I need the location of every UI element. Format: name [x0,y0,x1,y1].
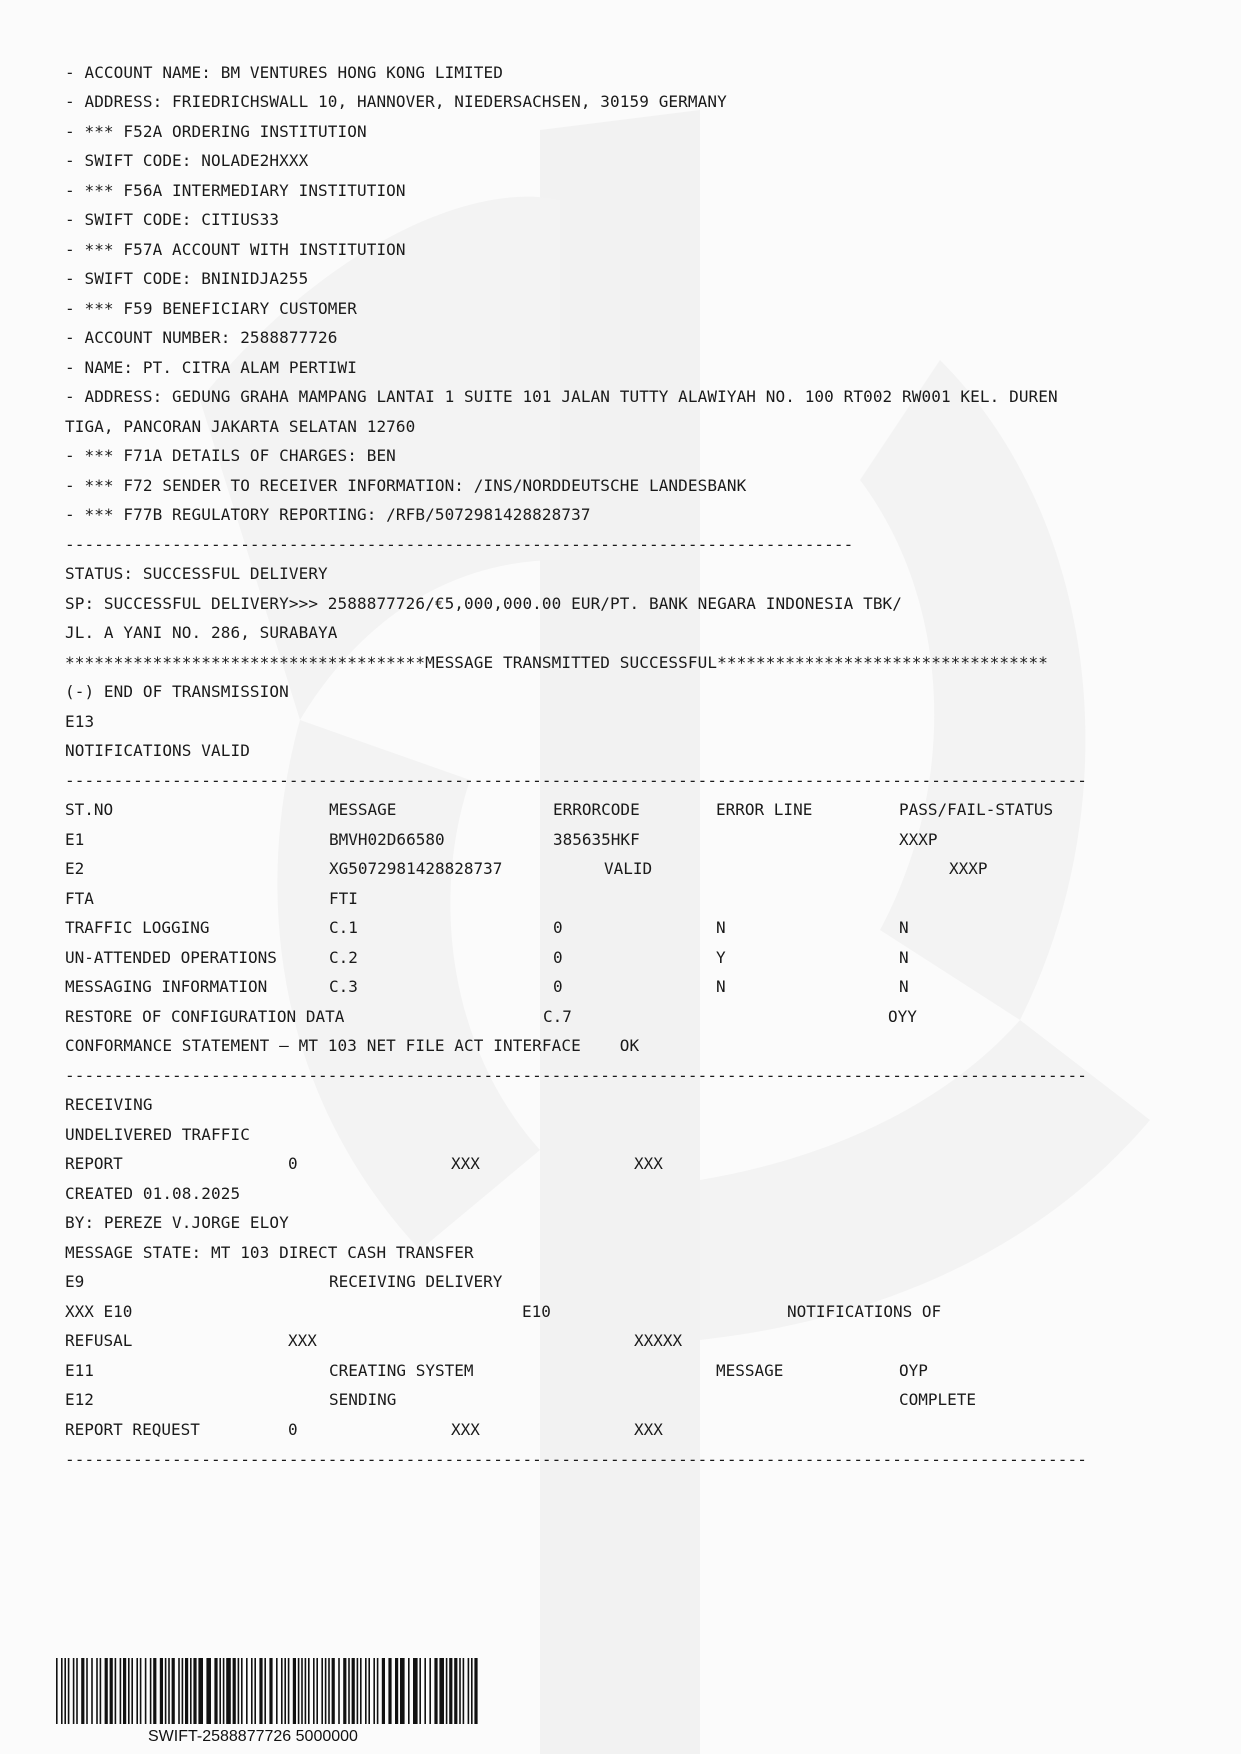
barcode-bar [131,1658,133,1724]
receiving-title: RECEIVING [65,1095,153,1114]
beneficiary-customer: - *** F59 BENEFICIARY CUSTOMER [65,299,357,318]
barcode-bar [459,1658,461,1724]
refusal-c1: XXX [288,1331,317,1350]
barcode-bar [328,1658,330,1724]
barcode-bar [110,1658,113,1724]
barcode-bar [123,1658,126,1724]
barcode-bar [429,1658,431,1724]
col-pass-fail: PASS/FAIL-STATUS [899,800,1054,819]
barcode-bar [316,1658,318,1724]
e9-label: E9 [65,1272,85,1291]
intermediary-institution: - *** F56A INTERMEDIARY INSTITUTION [65,181,406,200]
barcode-bar [400,1658,405,1724]
account-with-institution: - *** F57A ACCOUNT WITH INSTITUTION [65,240,406,259]
account-name-line: - ACCOUNT NAME: BM VENTURES HONG KONG LIMITED [65,63,503,82]
barcode-bar [338,1658,340,1724]
cell: XXXP [949,859,988,878]
barcode-bar [343,1658,346,1724]
barcode-bar [368,1658,370,1724]
barcode-bar [246,1658,248,1724]
e9-text: RECEIVING DELIVERY [329,1272,503,1291]
barcode-bar [226,1658,231,1724]
barcode-bar [178,1658,180,1724]
transmitted-banner: *************************************MESSAGE TRANSMITTED SUCCESSFUL********************************** [65,653,1049,672]
cell: N [716,977,726,996]
barcode-bar [298,1658,300,1724]
report-request-c2: XXX [451,1420,480,1439]
barcode-bar [238,1658,240,1724]
barcode-bar [332,1658,335,1724]
cell: E2 [65,859,85,878]
barcode-bar [408,1658,410,1724]
barcode-bar [198,1658,203,1724]
barcode-bar [145,1658,147,1724]
barcode-bar [56,1658,58,1724]
barcode-bar [91,1658,93,1724]
cell: TRAFFIC LOGGING [65,918,210,937]
barcode-bar [81,1658,84,1724]
report-request-label: REPORT REQUEST [65,1420,200,1439]
e12-text: SENDING [329,1390,397,1409]
barcode-bar [446,1658,448,1724]
sender-to-receiver-info: - *** F72 SENDER TO RECEIVER INFORMATION: /INS/NORDDEUTSCHE LANDESBANK [65,476,747,495]
restore-label: RESTORE OF CONFIGURATION DATA [65,1007,345,1026]
restore-status: OYY [888,1007,917,1026]
sp-line: SP: SUCCESSFUL DELIVERY>>> 2588877726/€5,000,000.00 EUR/PT. BANK NEGARA INDONESIA TBK/ [65,594,903,613]
report-count: 0 [288,1154,298,1173]
cell: E1 [65,830,85,849]
cell: N [899,948,909,967]
barcode-bar [153,1658,156,1724]
barcode-bar [241,1658,243,1724]
barcode-bar [471,1658,473,1724]
barcode-bar [160,1658,163,1724]
barcode-bar [264,1658,266,1724]
cell: Y [716,948,726,967]
barcode-bar [73,1658,75,1724]
e10-mid: E10 [522,1302,551,1321]
barcode-bar [86,1658,88,1724]
barcode-bar [424,1658,426,1724]
barcode-bar [150,1658,152,1724]
barcode-bar [233,1658,236,1724]
barcode-caption: SWIFT-2588877726 5000000 [148,1728,358,1745]
message-state: MESSAGE STATE: MT 103 DIRECT CASH TRANSFER [65,1243,474,1262]
barcode-bar [301,1658,303,1724]
account-number-line: - ACCOUNT NUMBER: 2588877726 [65,328,338,347]
beneficiary-address-line: - ADDRESS: GEDUNG GRAHA MAMPANG LANTAI 1 SUITE 101 JALAN TUTTY ALAWIYAH NO. 100 RT002 RW001 KEL. DUREN [65,387,1058,406]
barcode-bar [76,1658,78,1724]
divider: --------------------------------------------------------------------------------------------------------- [65,1450,1087,1469]
cell: XG5072981428828737 [329,859,503,878]
barcode-bar [308,1658,310,1724]
e12-status: COMPLETE [899,1390,977,1409]
barcode-bar [254,1658,256,1724]
barcode-bar [168,1658,170,1724]
swift-code-line: - SWIFT CODE: CITIUS33 [65,210,280,229]
e11-text: CREATING SYSTEM [329,1361,474,1380]
barcode-bar [419,1658,421,1724]
cell: 0 [553,977,563,996]
barcode-bar [214,1658,217,1724]
barcode-bar [269,1658,272,1724]
details-of-charges: - *** F71A DETAILS OF CHARGES: BEN [65,446,396,465]
end-of-transmission: (-) END OF TRANSMISSION [65,682,289,701]
cell: BMVH02D66580 [329,830,445,849]
cell: UN-ATTENDED OPERATIONS [65,948,277,967]
e10-right: NOTIFICATIONS OF [787,1302,942,1321]
cell: C.2 [329,948,358,967]
cell: FTI [329,889,358,908]
barcode-bar [348,1658,350,1724]
beneficiary-name-line: - NAME: PT. CITRA ALAM PERTIWI [65,358,357,377]
barcode-bar [251,1658,253,1724]
report-c3: XXX [634,1154,663,1173]
divider: --------------------------------------------------------------------------------------------------------- [65,1066,1087,1085]
barcode-bar [223,1658,225,1724]
barcode-bar [373,1658,375,1724]
barcode-bar [276,1658,278,1724]
barcode-bar [172,1658,175,1724]
e12-label: E12 [65,1390,94,1409]
cell: 385635HKF [553,830,640,849]
barcode-bar [68,1658,70,1724]
report-c2: XXX [451,1154,480,1173]
cell: C.3 [329,977,358,996]
barcode-bar [439,1658,444,1724]
barcode-bar [293,1658,296,1724]
col-st-no: ST.NO [65,800,114,819]
undelivered-traffic: UNDELIVERED TRAFFIC [65,1125,250,1144]
refusal-c2: XXXXX [634,1331,683,1350]
barcode-bar [219,1658,221,1724]
col-error-line: ERROR LINE [716,800,813,819]
barcode-bar [474,1658,477,1724]
e11-code: OYP [899,1361,928,1380]
cell: N [899,977,909,996]
barcode-bar [413,1658,418,1724]
ordering-institution: - *** F52A ORDERING INSTITUTION [65,122,367,141]
barcode-bar [365,1658,367,1724]
e13-line: E13 [65,712,95,731]
cell: 0 [553,948,563,967]
barcode-bar [206,1658,211,1724]
barcode-bar [259,1658,262,1724]
barcode-bar [305,1658,307,1724]
barcode-bar [288,1658,290,1724]
divider: --------------------------------------------------------------------------------- [65,535,854,554]
swift-code-line: - SWIFT CODE: BNINIDJA255 [65,269,309,288]
barcode-bar [468,1658,470,1724]
beneficiary-address-cont: TIGA, PANCORAN JAKARTA SELATAN 12760 [65,417,416,436]
e11-label: E11 [65,1361,94,1380]
barcode-bar [185,1658,188,1724]
barcode-bar [352,1658,355,1724]
barcode-bar [165,1658,167,1724]
regulatory-reporting: - *** F77B REGULATORY REPORTING: /RFB/5072981428828737 [65,505,591,524]
cell: MESSAGING INFORMATION [65,977,268,996]
col-errorcode: ERRORCODE [553,800,640,819]
barcode-bar [454,1658,457,1724]
barcode-bar [120,1658,122,1724]
conformance-statement: CONFORMANCE STATEMENT – MT 103 NET FILE ACT INTERFACE OK [65,1036,640,1055]
sp-address-line: JL. A YANI NO. 286, SURABAYA [65,623,338,642]
barcode-bar [193,1658,196,1724]
divider: --------------------------------------------------------------------------------------------------------- [65,771,1087,790]
barcode-bar [115,1658,117,1724]
barcode-bar [190,1658,192,1724]
barcode-bar [281,1658,283,1724]
barcode-bar [136,1658,138,1724]
barcode-bar [325,1658,327,1724]
barcode-bar [128,1658,130,1724]
barcode-bar [377,1658,379,1724]
e11-msg: MESSAGE [716,1361,784,1380]
cell: N [899,918,909,937]
notifications-valid: NOTIFICATIONS VALID [65,741,250,760]
col-message: MESSAGE [329,800,397,819]
report-request-c3: XXX [634,1420,663,1439]
address-line: - ADDRESS: FRIEDRICHSWALL 10, HANNOVER, NIEDERSACHSEN, 30159 GERMANY [65,92,727,111]
cell: 0 [553,918,563,937]
refusal-label: REFUSAL [65,1331,133,1350]
barcode-bar [382,1658,385,1724]
barcode-bar [463,1658,465,1724]
cell: N [716,918,726,937]
barcode-bar [313,1658,315,1724]
barcode-bar [434,1658,437,1724]
created-date: CREATED 01.08.2025 [65,1184,241,1203]
created-by: BY: PEREZE V.JORGE ELOY [65,1213,289,1232]
barcode-bar [321,1658,323,1724]
barcode-bar [388,1658,391,1724]
barcode-bar [105,1658,108,1724]
barcode-bar [360,1658,362,1724]
cell: C.1 [329,918,358,937]
barcode-image [56,1658,480,1724]
barcode-bar [182,1658,184,1724]
report-request-count: 0 [288,1420,298,1439]
barcode-bar [100,1658,102,1724]
swift-code-line: - SWIFT CODE: NOLADE2HXXX [65,151,309,170]
barcode-bar [284,1658,286,1724]
cell: FTA [65,889,94,908]
barcode-bar [61,1658,63,1724]
barcode-bar [449,1658,452,1724]
barcode-bar [395,1658,398,1724]
report-label: REPORT [65,1154,123,1173]
barcode-bar [64,1658,66,1724]
cell: XXXP [899,830,938,849]
barcode-bar [96,1658,98,1724]
cell: VALID [604,859,653,878]
barcode-bar [140,1658,142,1724]
barcode-bar [357,1658,359,1724]
e10-left: XXX E10 [65,1302,133,1321]
status-line: STATUS: SUCCESSFUL DELIVERY [65,564,328,583]
restore-code: C.7 [543,1007,572,1026]
